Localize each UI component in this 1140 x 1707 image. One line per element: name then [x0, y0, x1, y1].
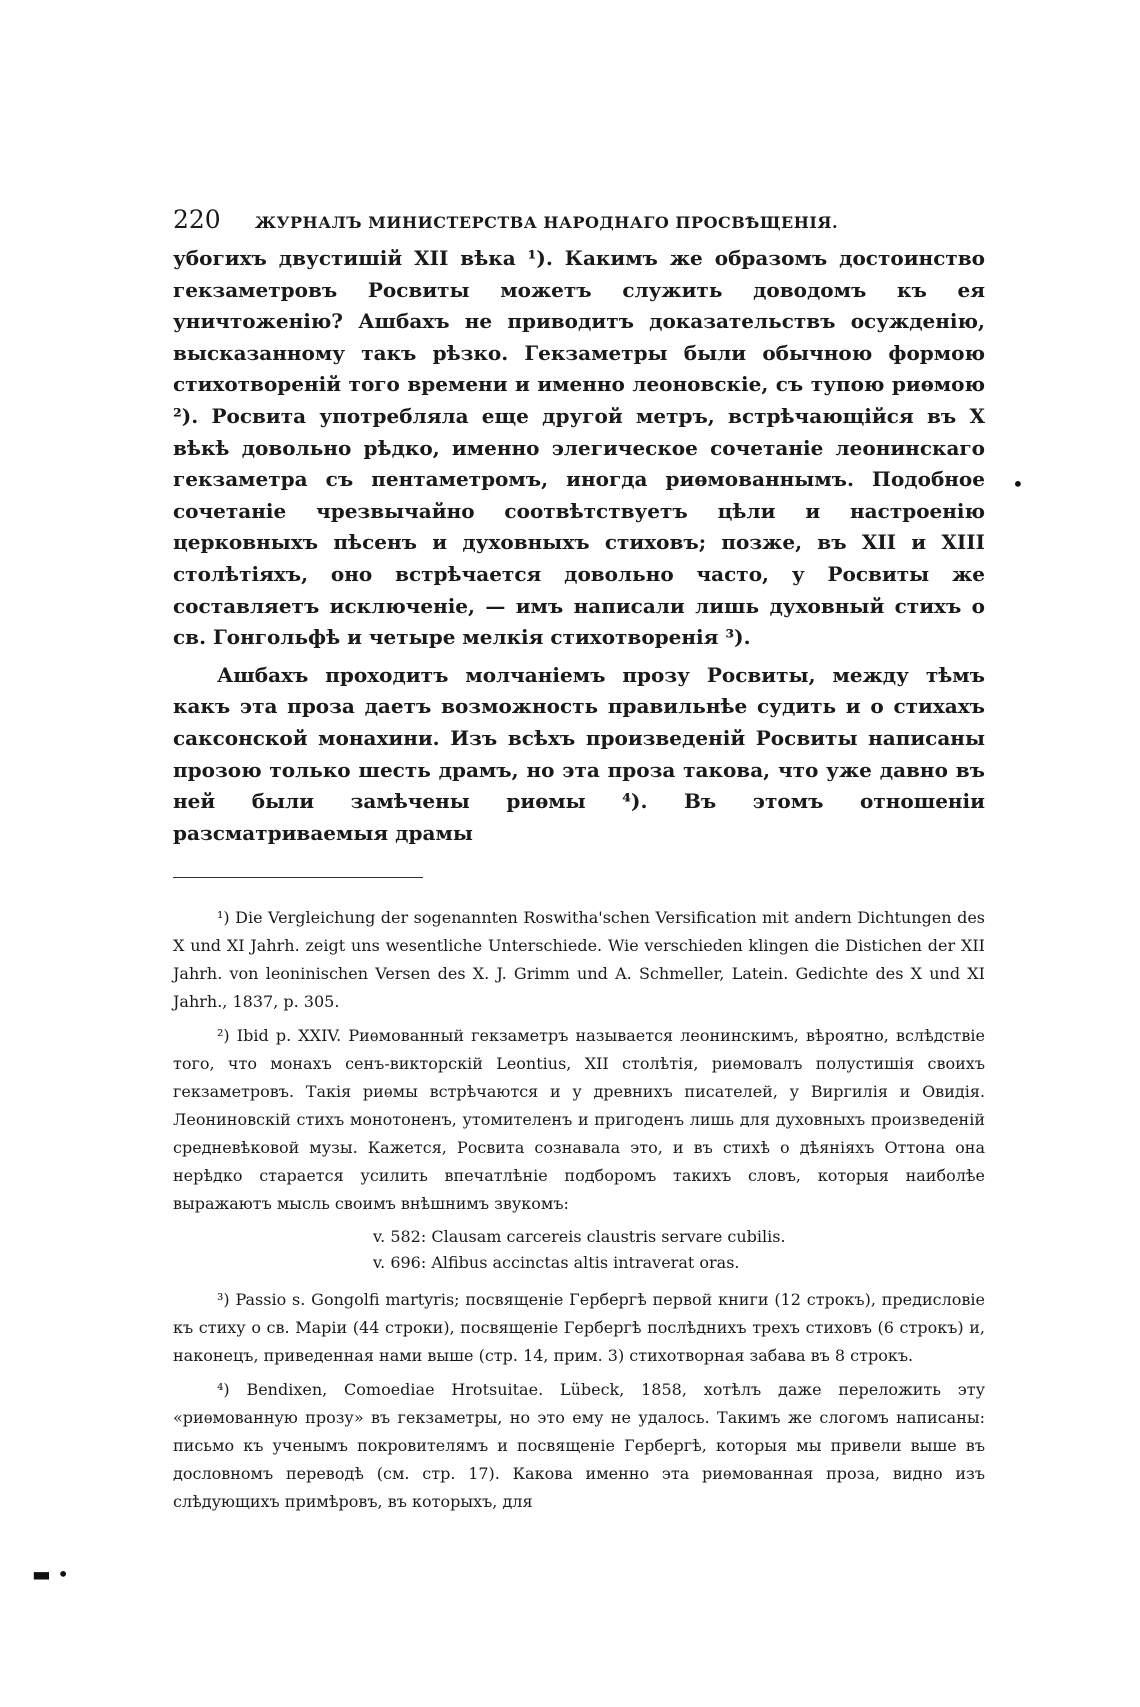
page-header	[173, 205, 985, 243]
footnote-1: ¹) Die Vergleichung der sogenannten Roswitha'schen Versification mit andern Dichtungen des X und XI Jahrh. zeigt uns wesentliche Unterschiede. Wie verschieden klingen die Distichen der XII Jahrh. von leoninischen Versen des X. J. Grimm und A. Schmeller, Latein. Gedichte des X und XI Jahrh., 1837, p. 305.	[173, 908, 985, 1012]
paragraph-2: Ашбахъ проходитъ молчаніемъ прозу Росвиты, между тѣмъ какъ эта проза даетъ возможность правильнѣе судить и о стихахъ саксонской монахини. Изъ всѣхъ произведеній Росвиты написаны прозою только шесть драмъ, но эта проза такова, что уже давно въ ней были замѣчены риѳмы ⁴). Въ этомъ отношеніи разсматриваемыя драмы	[173, 662, 985, 845]
margin-dot-mark: •	[1012, 472, 1024, 496]
scan-artifact-mark: ▬ •	[32, 1562, 70, 1586]
footnote-3: ³) Passio s. Gongolfi martyris; посвященіе Гербергѣ первой книги (12 строкъ), предисловіе къ стиху о св. Маріи (44 строки), посвященіе Гербергѣ послѣднихъ трехъ стиховъ (6 строкъ) и, наконецъ, приведенная нами выше (стр. 14, прим. 3) стихотворная забава въ 8 строкъ.	[173, 1290, 985, 1366]
running-title: ЖУРНАЛЪ МИНИСТЕРСТВА НАРОДНАГО ПРОСВѢЩЕНІЯ.	[255, 213, 839, 232]
footnote-divider	[173, 877, 423, 878]
footnote-2: ²) Ibid p. XXIV. Риѳмованный гекзаметръ называется леонинскимъ, вѣроятно, вслѣдствіе того, что монахъ сенъ-викторскій Leontius, XII столѣтія, риѳмовалъ полустишія своихъ гекзаметровъ. Такія риѳмы встрѣчаются и у древнихъ писателей, у Виргилія и Овидія. Леониновскій стихъ монотоненъ, утомителенъ и пригоденъ лишь для духовныхъ произведеній средневѣковой музы. Кажется, Росвита сознавала это, и въ стихѣ о дѣяніяхъ Оттона она нерѣдко старается усилить впечатлѣніе подборомъ такихъ словъ, которыя наиболѣе выражаютъ мысль своимъ внѣшнимъ звукомъ:	[173, 1026, 985, 1214]
verse-line-2: v. 696: Alfibus accinctas altis intraverat oras.	[373, 1253, 740, 1273]
footnote-4: ⁴) Bendixen, Comoediae Hrotsuitae. Lübeck, 1858, хотѣлъ даже переложить эту «риѳмованную прозу» въ гекзаметры, но это ему не удалось. Такимъ же слогомъ написаны: письмо къ ученымъ покровителямъ и посвященіе Гербергѣ, которыя мы привели выше въ дословномъ переводѣ (см. стр. 17). Какова именно эта риѳмованная проза, видно изъ слѣдующихъ примѣровъ, въ которыхъ, для	[173, 1380, 985, 1512]
page	[173, 205, 985, 1522]
verse-line-1: v. 582: Clausam carcereis claustris servare cubilis.	[373, 1227, 786, 1247]
verse-quotation	[173, 1224, 985, 1276]
paragraph-1: убогихъ двустишій XII вѣка ¹). Какимъ же образомъ достоинство гекзаметровъ Росвиты можетъ служить доводомъ къ ея уничтоженію? Ашбахъ не приводитъ доказательствъ осужденію, высказанному такъ рѣзко. Гекзаметры были обычною формою стихотвореній того времени и именно леоновскіе, съ тупою риѳмою ²). Росвита употребляла еще другой метръ, встрѣчающійся въ X вѣкѣ довольно рѣдко, именно элегическое сочетаніе леонинскаго гекзаметра съ пентаметромъ, иногда риѳмованнымъ. Подобное сочетаніе чрезвычайно соотвѣтствуетъ цѣли и настроенію церковныхъ пѣсенъ и духовныхъ стиховъ; позже, въ XII и XIII столѣтіяхъ, оно встрѣчается довольно часто, у Росвиты же составляетъ исключеніе, — имъ написали лишь духовный стихъ о св. Гонгольфѣ и четыре мелкія стихотворенія ³).	[173, 246, 985, 650]
page-number: 220	[173, 205, 221, 234]
